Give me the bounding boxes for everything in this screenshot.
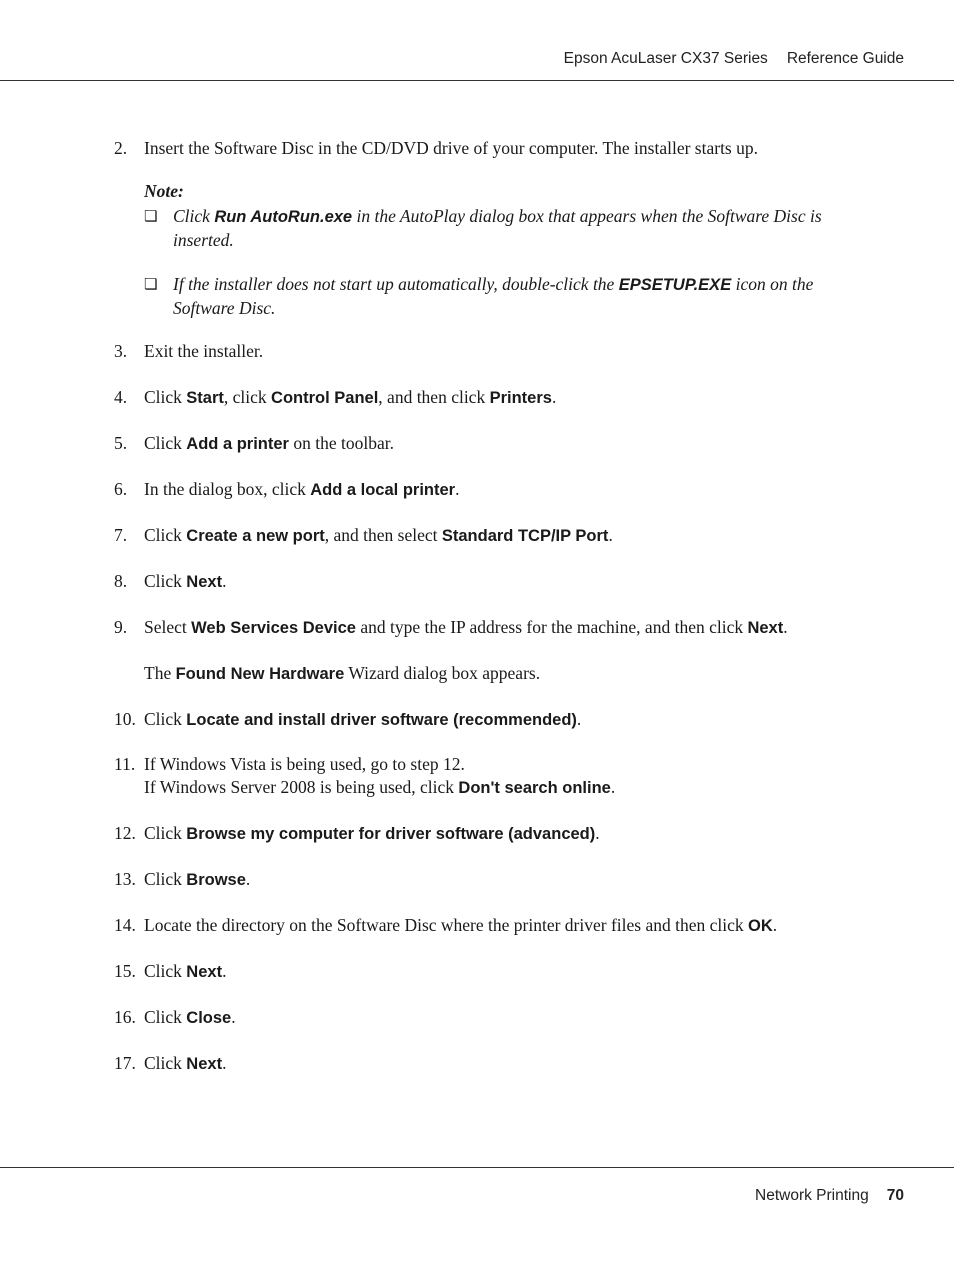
step-number: 16. — [114, 1007, 136, 1027]
step-6: 6. In the dialog box, click Add a local printer. — [114, 479, 460, 499]
step-12: 12. Click Browse my computer for driver software (advanced). — [114, 823, 600, 843]
step-number: 9. — [114, 617, 128, 637]
add-printer-label: Add a printer — [186, 435, 289, 453]
note-item-epsetup: ❏ If the installer does not start up automatically, double-click the EPSETUP.EXE icon on the Software Disc. — [144, 274, 814, 318]
web-services-device-label: Web Services Device — [191, 619, 356, 637]
step-number: 15. — [114, 961, 136, 981]
control-panel-label: Control Panel — [271, 389, 379, 407]
header-product: Epson AcuLaser CX37 Series — [563, 50, 768, 67]
note-heading: Note: — [144, 181, 184, 201]
step-number: 3. — [114, 341, 128, 361]
step-14: 14. Locate the directory on the Software Disc where the printer driver files and then click OK. — [114, 915, 778, 935]
page-number: 70 — [886, 1187, 904, 1204]
checkbox-bullet-icon: ❏ — [144, 275, 158, 293]
header-rule — [0, 80, 954, 81]
next-label: Next — [186, 1055, 223, 1073]
close-label: Close — [186, 1009, 232, 1027]
ok-label: OK — [748, 917, 773, 935]
step-15: 15. Click Next. — [114, 961, 227, 981]
browse-label: Browse — [186, 871, 246, 889]
step-5: 5. Click Add a printer on the toolbar. — [114, 433, 394, 453]
checkbox-bullet-icon: ❏ — [144, 207, 158, 225]
step-text: Insert the Software Disc in the CD/DVD drive of your computer. The installer starts up. — [144, 138, 758, 158]
step-number: 8. — [114, 571, 128, 591]
next-label: Next — [186, 963, 223, 981]
dont-search-online-label: Don't search online — [458, 779, 611, 797]
step-number: 10. — [114, 709, 136, 729]
step-8: 8. Click Next. — [114, 571, 227, 591]
step-number: 14. — [114, 915, 136, 935]
add-local-printer-label: Add a local printer — [310, 481, 456, 499]
step-7: 7. Click Create a new port, and then select Standard TCP/IP Port. — [114, 525, 613, 545]
step-11: 11. If Windows Vista is being used, go to step 12. If Windows Server 2008 is being used, click Don't search online. — [114, 754, 616, 797]
step-number: 6. — [114, 479, 128, 499]
step-number: 5. — [114, 433, 128, 453]
found-new-hardware-label: Found New Hardware — [175, 665, 345, 683]
step-16: 16. Click Close. — [114, 1007, 236, 1027]
start-label: Start — [186, 389, 224, 407]
step-number: 13. — [114, 869, 136, 889]
create-port-label: Create a new port — [186, 527, 325, 545]
autorun-name: Run AutoRun.exe — [214, 208, 353, 226]
page-footer — [755, 1187, 904, 1205]
epsetup-name: EPSETUP.EXE — [618, 276, 732, 294]
step-9-result: The Found New Hardware Wizard dialog box appears. — [144, 663, 541, 683]
step-number: 2. — [114, 138, 128, 158]
step-13: 13. Click Browse. — [114, 869, 251, 889]
locate-install-label: Locate and install driver software (recommended) — [186, 711, 577, 729]
printers-label: Printers — [489, 389, 552, 407]
step-2 — [114, 137, 758, 160]
step-text: Exit the installer. — [144, 341, 264, 361]
step-9: 9. Select Web Services Device and type the IP address for the machine, and then click Next. — [114, 617, 788, 637]
page-header — [564, 50, 904, 68]
tcpip-port-label: Standard TCP/IP Port — [441, 527, 609, 545]
step-3 — [114, 340, 263, 363]
step-number: 17. — [114, 1053, 136, 1073]
next-label: Next — [186, 573, 223, 591]
step-number: 7. — [114, 525, 128, 545]
step-10: 10. Click Locate and install driver software (recommended). — [114, 709, 582, 729]
footer-rule — [0, 1167, 954, 1168]
step-4: 4. Click Start, click Control Panel, and then click Printers. — [114, 387, 557, 407]
step-number: 11. — [114, 754, 136, 774]
header-guide: Reference Guide — [786, 50, 904, 67]
next-label: Next — [747, 619, 784, 637]
note-item-autorun: ❏ Click Run AutoRun.exe in the AutoPlay dialog box that appears when the Software Disc is inserted. — [144, 206, 822, 250]
step-number: 12. — [114, 823, 136, 843]
step-number: 4. — [114, 387, 128, 407]
footer-section: Network Printing — [755, 1187, 869, 1204]
step-17: 17. Click Next. — [114, 1053, 227, 1073]
browse-computer-label: Browse my computer for driver software (advanced) — [186, 825, 596, 843]
